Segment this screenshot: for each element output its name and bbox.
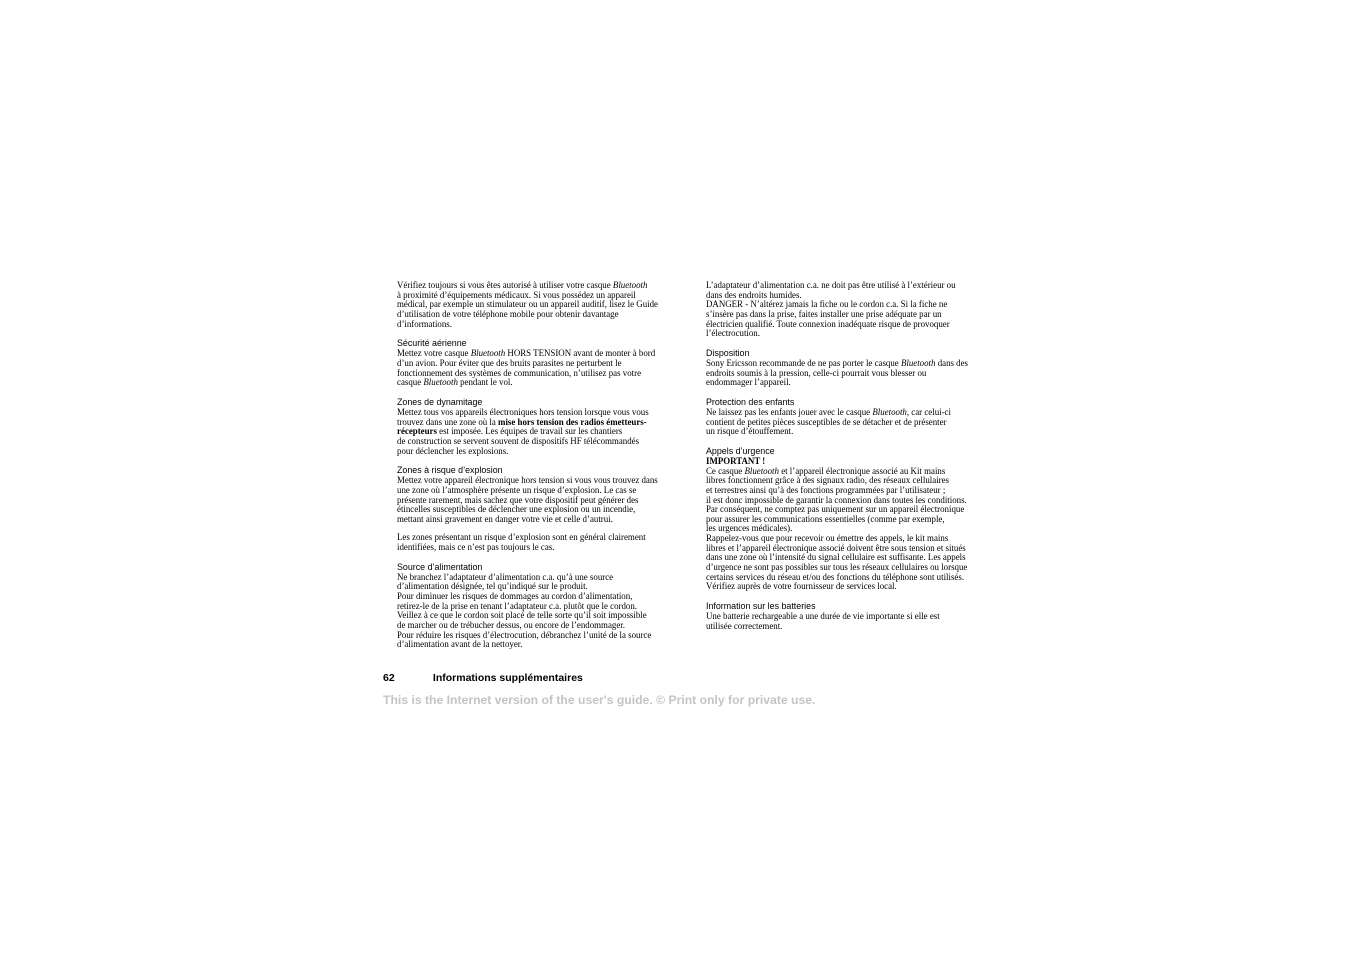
intro-line: s’insère pas dans la prise, faites installer une prise adéquate par un — [706, 308, 942, 319]
section-line: il est donc impossible de garantir la connexion dans toutes les conditions. — [706, 494, 967, 505]
section-line: d’alimentation avant de la nettoyer. — [397, 639, 523, 650]
section-line: certains services du réseau et/ou des fonctions du téléphone sont utilisés. — [706, 571, 965, 582]
section-heading: Information sur les batteries — [706, 601, 816, 612]
section-heading: Protection des enfants — [706, 396, 795, 407]
bold-term: mise hors tension des radios émetteurs- — [498, 416, 647, 427]
section-heading: Source d’alimentation — [397, 561, 483, 572]
section-line: pour déclencher les explosions. — [397, 445, 509, 456]
intro-line: dans des endroits humides. — [706, 289, 802, 300]
right-sections — [706, 348, 988, 631]
section-line: d’urgence ne sont pas possibles sur tous les réseaux cellulaires ou lorsque — [706, 562, 968, 573]
section-line: Mettez votre casque Bluetooth HORS TENSION avant de monter à bord — [397, 348, 656, 359]
section-line: endommager l’appareil. — [706, 377, 791, 388]
section-line: mettant ainsi gravement en danger votre vie et celle d’autrui. — [397, 513, 613, 524]
section-heading: Zones à risque d’explosion — [397, 465, 503, 476]
intro-line: médical, par exemple un stimulateur ou un appareil auditif, lisez le Guide — [397, 299, 658, 310]
section-line: Veillez à ce que le cordon soit placé de telle sorte qu’il soit impossible — [397, 610, 647, 621]
italic-term: Bluetooth — [900, 357, 936, 368]
section-block — [706, 348, 988, 388]
intro-line: d’utilisation de votre téléphone mobile pour obtenir davantage — [397, 308, 619, 319]
bold-term: IMPORTANT ! — [706, 455, 766, 466]
section-line: une zone où l’atmosphère présente un risque d’explosion. Le cas se — [397, 484, 637, 495]
italic-term: Bluetooth — [470, 348, 506, 359]
section-block — [706, 601, 988, 631]
italic-term: Bluetooth — [872, 406, 907, 417]
intro-line: L’adaptateur d’alimentation c.a. ne doit pas être utilisé à l’extérieur ou — [706, 280, 956, 290]
section-line: Ce casque Bluetooth et l’appareil électronique associé au Kit mains — [706, 465, 946, 476]
section-line: d’un avion. Pour éviter que des bruits parasites ne perturbent le — [397, 357, 622, 368]
section-line: les urgences médicales). — [706, 523, 793, 534]
section-block — [397, 562, 679, 650]
section-heading: Zones de dynamitage — [397, 396, 483, 407]
section-line: récepteurs est imposée. Les équipes de travail sur les chantiers — [397, 426, 623, 437]
page-footer — [383, 672, 583, 684]
section-block — [397, 338, 679, 388]
footer-section-title: Informations supplémentaires — [432, 672, 583, 684]
italic-term: Bluetooth — [612, 280, 648, 290]
section-line: trouvez dans une zone où la mise hors tension des radios émetteurs- — [397, 416, 647, 427]
section-line: Mettez tous vos appareils électroniques hors tension lorsque vous vous — [397, 406, 649, 417]
italic-term: Bluetooth — [744, 465, 779, 476]
section-line: un risque d’étouffement. — [706, 426, 794, 437]
section-line: casque Bluetooth pendant le vol. — [397, 377, 513, 388]
right-intro — [706, 281, 988, 339]
intro-line: l’électrocution. — [706, 328, 760, 339]
section-line: Mettez votre appareil électronique hors tension si vous vous trouvez dans — [397, 475, 658, 486]
section-line: contient de petites pièces susceptibles de se détacher et de présenter — [706, 416, 947, 427]
section-line: Une batterie rechargeable a une durée de vie importante si elle est — [706, 611, 940, 622]
section-line: utilisée correctement. — [706, 620, 783, 631]
section-block — [706, 397, 988, 437]
section-heading: Appels d’urgence — [706, 445, 775, 456]
section-line: Ne laissez pas les enfants jouer avec le casque Bluetooth, car celui-ci — [706, 406, 951, 417]
section-line: retirez-le de la prise en tenant l’adaptateur c.a. plutôt que le cordon. — [397, 600, 638, 611]
section-line: Sony Ericsson recommande de ne pas porter le casque Bluetooth dans des — [706, 357, 969, 368]
section-line: de construction se servent souvent de dispositifs HF télécommandés — [397, 435, 640, 446]
section-line: Ne branchez l’adaptateur d’alimentation c.a. qu’à une source — [397, 571, 614, 582]
section-line: étincelles susceptibles de déclencher une explosion ou un incendie, — [397, 504, 636, 515]
section-line: dans une zone où l’intensité du signal cellulaire est suffisante. Les appels — [706, 552, 966, 563]
section-line: Rappelez-vous que pour recevoir ou émettre des appels, le kit mains — [706, 533, 949, 544]
section-line: Les zones présentant un risque d’explosion sont en général clairement — [397, 532, 646, 543]
page-number: 62 — [383, 672, 395, 684]
section-line: et terrestres ainsi qu’à des fonctions programmées par l’utilisateur ; — [706, 484, 946, 495]
section-line: présente rarement, mais sachez que votre dispositif peut générer des — [397, 494, 639, 505]
section-line: endroits soumis à la pression, celle-ci pourrait vous blesser ou — [706, 367, 927, 378]
section-line: de marcher ou de trébucher dessus, ou encore de l’endommager. — [397, 620, 625, 631]
section-line: fonctionnement des systèmes de communication, n’utilisez pas votre — [397, 367, 642, 378]
bold-term: récepteurs — [397, 426, 437, 437]
watermark-text: This is the Internet version of the user's guide. © Print only for private use. — [383, 693, 816, 707]
left-column — [397, 281, 679, 659]
intro-line: Vérifiez toujours si vous êtes autorisé à utiliser votre casque Bluetooth — [397, 280, 648, 290]
section-heading: Disposition — [706, 347, 750, 358]
intro-line: électricien qualifié. Toute connexion inadéquate risque de provoquer — [706, 318, 950, 329]
intro-line: d’informations. — [397, 318, 452, 329]
section-block — [397, 465, 679, 553]
section-line: Pour diminuer les risques de dommages au cordon d’alimentation, — [397, 591, 633, 602]
section-block — [397, 397, 679, 456]
right-column — [706, 281, 988, 640]
intro-line: DANGER - N’altérez jamais la fiche ou le cordon c.a. Si la fiche ne — [706, 299, 948, 310]
left-intro — [397, 281, 679, 329]
section-line: libres et l’appareil électronique associé doivent être sous tension et situés — [706, 542, 966, 553]
section-line: libres fonctionnent grâce à des signaux radio, des réseaux cellulaires — [706, 475, 949, 486]
italic-term: Bluetooth — [423, 377, 458, 388]
section-block — [706, 446, 988, 592]
section-line: d’alimentation désignée, tel qu’indiqué sur le produit. — [397, 581, 588, 592]
section-line: Par conséquent, ne comptez pas uniquement sur un appareil électronique — [706, 504, 965, 515]
section-line: Pour réduire les risques d’électrocution, débranchez l’unité de la source — [397, 629, 652, 640]
section-heading: Sécurité aérienne — [397, 338, 467, 349]
section-line: identifiées, mais ce n’est pas toujours le cas. — [397, 542, 555, 553]
section-line: Vérifiez auprès de votre fournisseur de services local. — [706, 581, 897, 592]
left-sections — [397, 338, 679, 650]
intro-line: à proximité d’équipements médicaux. Si vous possédez un appareil — [397, 289, 636, 300]
section-line: pour assurer les communications essentielles (comme par exemple, — [706, 513, 945, 524]
